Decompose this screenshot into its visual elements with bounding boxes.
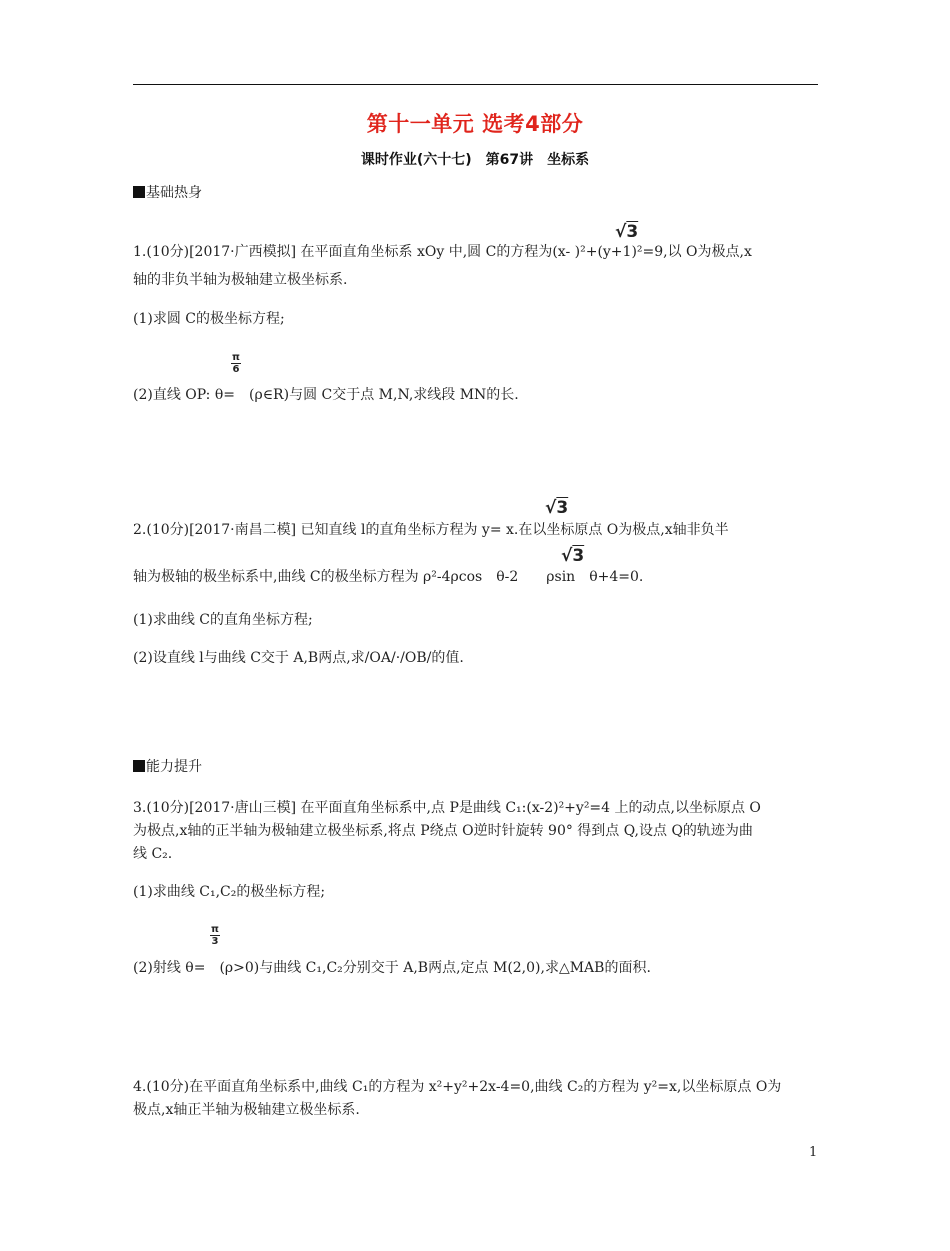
square-bullet-icon [133,186,145,198]
problem-2-line-1: 2.(10分)[2017·南昌二模] 已知直线 l的直角坐标方程为 y= x.在以坐标原点 O为极点,x轴非负半 [133,522,729,538]
problem-1-line-2: 轴的非负半轴为极轴建立极坐标系. [133,272,348,288]
sqrt3-mark: √3 [615,222,639,242]
problem-3-sub-1: (1)求曲线 C₁,C₂的极坐标方程; [133,884,326,900]
problem-3-line-1: 3.(10分)[2017·唐山三模] 在平面直角坐标系中,点 P是曲线 C₁:(x-2)²+y²=4 上的动点,以坐标原点 O [133,800,761,816]
section-advanced [133,756,202,776]
problem-4-line-1: 4.(10分)在平面直角坐标系中,曲线 C₁的方程为 x²+y²+2x-4=0,曲线 C₂的方程为 y²=x,以坐标原点 O为 [133,1079,782,1095]
problem-1-sub-1: (1)求圆 C的极坐标方程; [133,311,285,327]
fraction-pi-3: $\frac{\pi}{3}$ [211,924,219,947]
problem-2-line-2: 轴为极轴的极坐标系中,曲线 C的极坐标方程为 ρ²-4ρcos θ-2 ρsin θ+4=0. [133,569,644,585]
section-advanced-label: 能力提升 [146,759,202,775]
problem-2-sub-2: (2)设直线 l与曲线 C交于 A,B两点,求/OA/·/OB/的值. [133,650,464,666]
problem-3-line-2: 为极点,x轴的正半轴为极轴建立极坐标系,将点 P绕点 O逆时针旋转 90° 得到点 Q,设点 Q的轨迹为曲 [133,823,753,839]
fraction-pi-6: $\frac{\pi}{6}$ [232,352,240,375]
square-bullet-icon [133,760,145,772]
unit-title: 第十一单元 选考4部分 [366,112,584,136]
problem-1-sub-2: (2)直线 OP: θ= (ρ∈R)与圆 C交于点 M,N,求线段 MN的长. [133,387,519,403]
page-number: 1 [809,1145,818,1160]
problem-2-sub-1: (1)求曲线 C的直角坐标方程; [133,612,313,628]
section-basic [133,182,202,202]
section-basic-label: 基础热身 [146,185,202,201]
header-rule [133,84,818,85]
sqrt3-mark: √3 [561,546,585,566]
problem-3-line-3: 线 C₂. [133,846,173,862]
problem-3-sub-2: (2)射线 θ= (ρ>0)与曲线 C₁,C₂分别交于 A,B两点,定点 M(2,0),求△MAB的面积. [133,960,651,976]
lesson-title: 课时作业(六十七) 第67讲 坐标系 [360,152,590,168]
sqrt3-mark: √3 [545,498,569,518]
problem-1-line-1: 1.(10分)[2017·广西模拟] 在平面直角坐标系 xOy 中,圆 C的方程为(x- )²+(y+1)²=9,以 O为极点,x [133,244,752,260]
problem-4-line-2: 极点,x轴正半轴为极轴建立极坐标系. [133,1102,360,1118]
